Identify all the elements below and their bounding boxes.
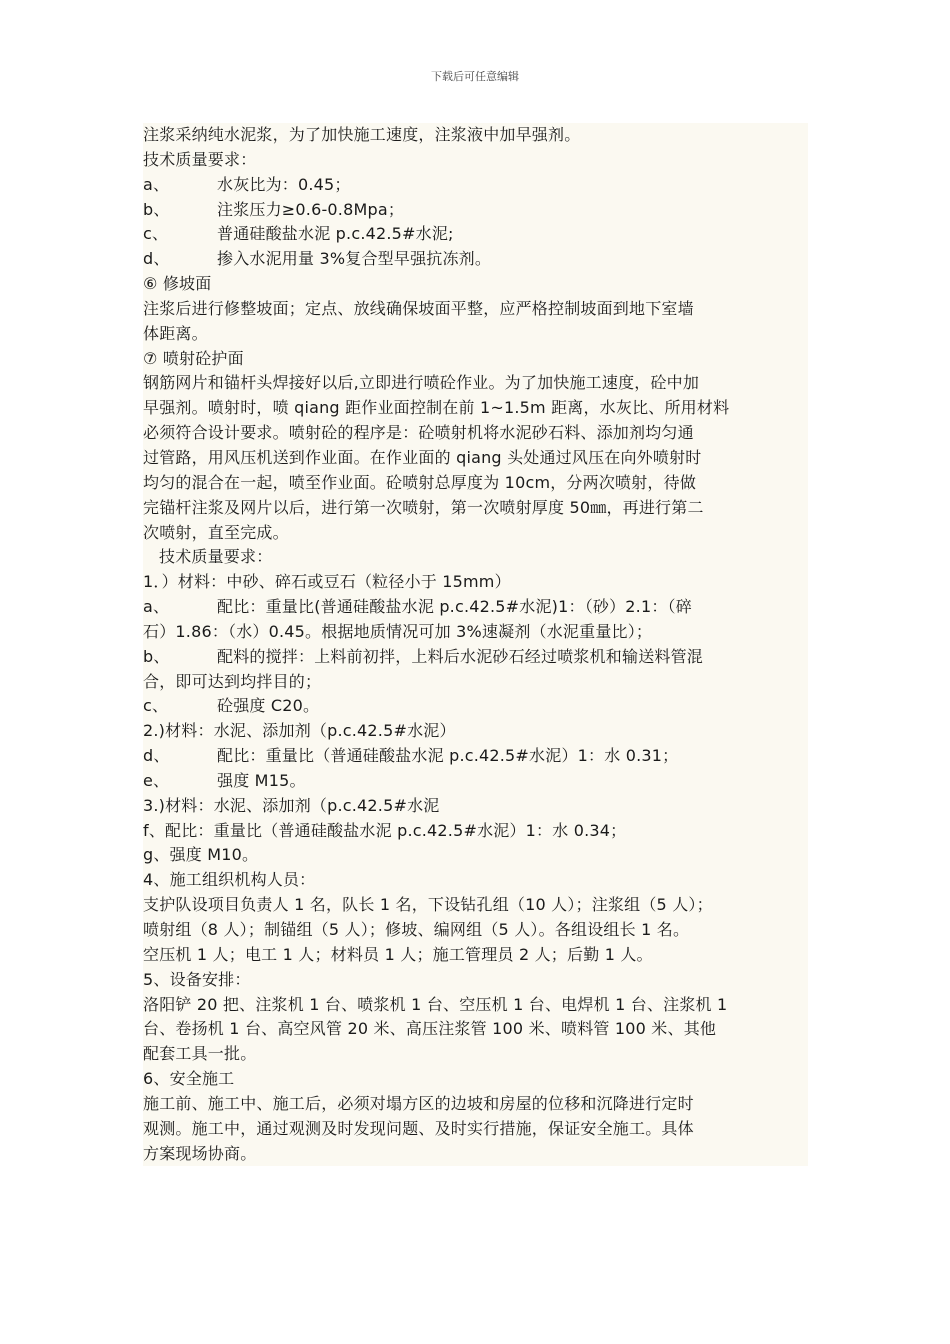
- text-line: [143, 1092, 808, 1117]
- text-line: [143, 943, 808, 968]
- text-line: [143, 222, 808, 247]
- item-label: b、: [143, 199, 170, 219]
- line-text: 强度 M15。: [217, 770, 306, 790]
- line-text: 早强剂。喷射时，喷 qiang 距作业面控制在前 1~1.5m 距离，水灰比、所用材料: [143, 398, 730, 418]
- text-line: [143, 620, 808, 645]
- text-line: [143, 521, 808, 546]
- text-line: [143, 471, 808, 496]
- text-line: [143, 769, 808, 794]
- line-text: 3.)材料：水泥、添加剂（p.c.42.5#水泥: [143, 795, 440, 815]
- text-line: [143, 148, 808, 173]
- line-text: f、配比：重量比（普通硅酸盐水泥 p.c.42.5#水泥）1：水 0.34；: [143, 820, 627, 840]
- line-text: 技术质量要求：: [159, 547, 273, 567]
- text-line: [143, 496, 808, 521]
- text-line: [143, 794, 808, 819]
- text-line: [143, 347, 808, 372]
- line-text: 6、安全施工: [143, 1069, 235, 1089]
- line-text: 台、卷扬机 1 台、高空风管 20 米、高压注浆管 100 米、喷料管 100 米、其他: [143, 1019, 717, 1039]
- line-text: 观测。施工中，通过观测及时发现问题、及时实行措施，保证安全施工。具体: [143, 1118, 694, 1138]
- text-line: [143, 645, 808, 670]
- line-text: 过管路，用风压机送到作业面。在作业面的 qiang 头处通过风压在向外喷射时: [143, 447, 702, 467]
- line-text: 配料的搅拌：上料前初拌，上料后水泥砂石经过喷浆机和输送料管混: [217, 646, 704, 666]
- line-text: 体距离。: [143, 323, 208, 343]
- text-line: [143, 843, 808, 868]
- text-line: [143, 719, 808, 744]
- text-line: [143, 396, 808, 421]
- text-line: [143, 322, 808, 347]
- line-text: 1．）材料：中砂、碎石或豆石（粒径小于 15mm）: [143, 572, 511, 592]
- line-text: 普通硅酸盐水泥 p.c.42.5#水泥;: [217, 224, 454, 244]
- item-label: d、: [143, 249, 170, 269]
- line-text: 空压机 1 人；电工 1 人；材料员 1 人；施工管理员 2 人；后勤 1 人。: [143, 944, 653, 964]
- text-line: [143, 744, 808, 769]
- line-text: 技术质量要求：: [143, 149, 257, 169]
- line-text: 石）1.86：（水）0.45。根据地质情况可加 3%速凝剂（水泥重量比）；: [143, 621, 653, 641]
- page-header: 下载后可任意编辑: [431, 70, 519, 83]
- line-text: 钢筋网片和锚杆头焊接好以后,立即进行喷砼作业。为了加快施工速度，砼中加: [143, 373, 700, 393]
- line-text: 喷射组（8 人）；制锚组（5 人）；修坡、编网组（5 人）。各组设组长 1 名。: [143, 920, 690, 939]
- line-text: 合，即可达到均拌目的；: [143, 671, 322, 691]
- line-text: 必须符合设计要求。喷射砼的程序是：砼喷射机将水泥砂石料、添加剂均匀通: [143, 423, 694, 443]
- text-line: [143, 595, 808, 620]
- line-text: g、强度 M10。: [143, 845, 259, 865]
- line-text: 均匀的混合在一起，喷至作业面。砼喷射总厚度为 10cm，分两次喷射，待做: [143, 472, 697, 492]
- text-line: [143, 1117, 808, 1142]
- line-text: 完锚杆注浆及网片以后，进行第一次喷射，第一次喷射厚度 50㎜，再进行第二: [143, 497, 704, 517]
- item-label: a、: [143, 174, 170, 194]
- text-line: [143, 1142, 808, 1167]
- line-text: 方案现场协商。: [143, 1143, 257, 1163]
- line-text: 配套工具一批。: [143, 1044, 257, 1064]
- line-text: 洛阳铲 20 把、注浆机 1 台、喷浆机 1 台、空压机 1 台、电焊机 1 台、注浆机 1: [143, 994, 728, 1014]
- text-line: [143, 993, 808, 1018]
- item-label: a、: [143, 597, 170, 617]
- text-line: [143, 570, 808, 595]
- text-line: [143, 247, 808, 272]
- text-line: [143, 198, 808, 223]
- text-line: [143, 421, 808, 446]
- text-line: [143, 297, 808, 322]
- text-line: [143, 545, 808, 570]
- line-text: 4、施工组织机构人员：: [143, 870, 316, 890]
- text-line: [143, 670, 808, 695]
- text-line: [143, 1067, 808, 1092]
- text-line: [143, 819, 808, 844]
- line-text: 砼强度 C20。: [217, 696, 320, 716]
- line-text: 5、设备安排：: [143, 969, 251, 989]
- text-line: [143, 1042, 808, 1067]
- line-text: ⑥ 修坡面: [143, 274, 212, 294]
- line-text: 注浆采纳纯水泥浆，为了加快施工速度，注浆液中加早强剂。: [143, 125, 581, 144]
- line-text: 2.)材料：水泥、添加剂（p.c.42.5#水泥）: [143, 721, 456, 741]
- line-text: 配比：重量比(普通硅酸盐水泥 p.c.42.5#水泥)1：（砂）2.1：（碎: [217, 597, 692, 617]
- line-text: 施工前、施工中、施工后，必须对塌方区的边坡和房屋的位移和沉降进行定时: [143, 1093, 694, 1113]
- item-label: d、: [143, 746, 170, 766]
- text-line: [143, 1017, 808, 1042]
- text-line: [143, 123, 808, 148]
- text-line: [143, 968, 808, 993]
- text-line: [143, 694, 808, 719]
- document-body: [143, 123, 808, 1166]
- line-text: ⑦ 喷射砼护面: [143, 348, 244, 368]
- line-text: 注浆压力≥0.6-0.8Mpa；: [217, 199, 405, 219]
- item-label: b、: [143, 646, 170, 666]
- line-text: 注浆后进行修整坡面；定点、放线确保坡面平整，应严格控制坡面到地下室墙: [143, 298, 694, 318]
- line-text: 次喷射，直至完成。: [143, 522, 289, 542]
- text-line: [143, 446, 808, 471]
- line-text: 水灰比为：0.45；: [217, 174, 351, 194]
- text-line: [143, 893, 808, 918]
- item-label: c、: [143, 224, 169, 244]
- text-line: [143, 371, 808, 396]
- text-line: [143, 868, 808, 893]
- text-line: [143, 173, 808, 198]
- text-line: [143, 918, 808, 943]
- line-text: 掺入水泥用量 3%复合型早强抗冻剂。: [217, 249, 492, 269]
- item-label: e、: [143, 770, 170, 790]
- line-text: 配比：重量比（普通硅酸盐水泥 p.c.42.5#水泥）1：水 0.31；: [217, 746, 679, 766]
- line-text: 支护队设项目负责人 1 名，队长 1 名，下设钻孔组（10 人）；注浆组（5 人）；: [143, 895, 713, 915]
- text-line: [143, 272, 808, 297]
- item-label: c、: [143, 696, 169, 716]
